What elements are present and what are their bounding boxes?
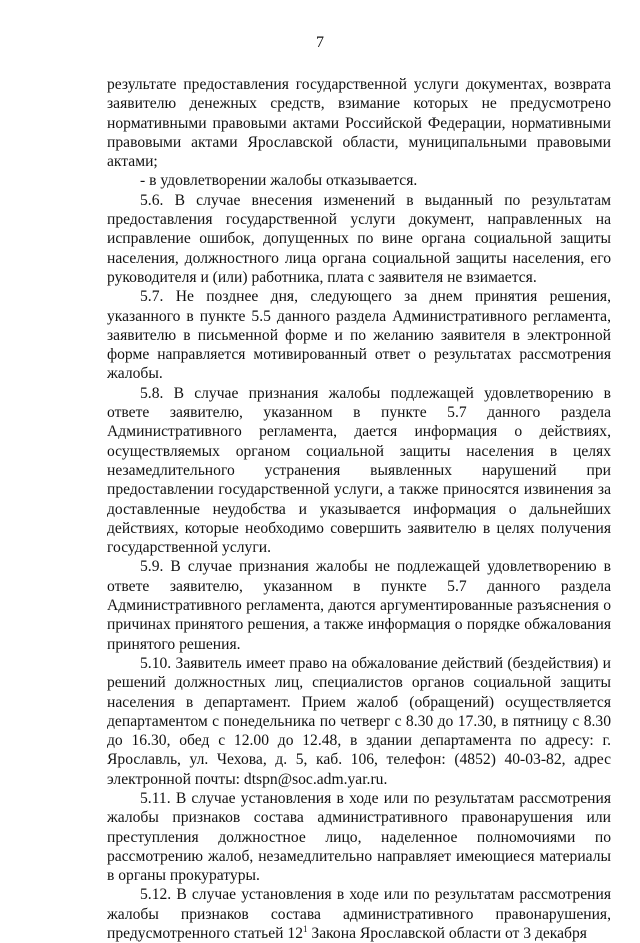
paragraph-5-12 (107, 885, 611, 943)
paragraph-5-9: 5.9. В случае признания жалобы не подлежащей удовлетворению в ответе заявителю, указанном в пункте 5.7 данного раздела Административного регламента, даются аргументированные разъяснения о причинах принятого решения, а также информация о порядке обжалования принятого решения. (107, 558, 611, 653)
paragraph-5-11: 5.11. В случае установления в ходе или по результатам рассмотрения жалобы признаков состава административного правонарушения или преступления должностное лицо, наделенное полномочиями по рассмотрению жалоб, незамедлительно направляет имеющиеся материалы в органы прокуратуры. (107, 789, 611, 885)
page-number: 7 (316, 34, 324, 51)
paragraph-5-12-text: 5.12. В случае установления в ходе или по результатам рассмотрения жалобы признаков состава административного правонарушения, предусмотренного статьей 12 (107, 886, 611, 943)
paragraph-continuation: результате предоставления государственной услуги документах, возврата заявителю денежных средств, взимание которых не предусмотрено нормативными правовыми актами Российской Федерации, нормативными правовыми актами Ярославской области, муниципальными правовыми актами; (107, 76, 611, 171)
paragraph-5-6: 5.6. В случае внесения изменений в выданный по результатам предоставления государственной услуги документ, направленных на исправление ошибок, допущенных по вине органа социальной защиты населения, должностного лица органа социальной защиты населения, его руководителя и (или) работника, плата с заявителя не взимается. (107, 191, 611, 286)
article-superscript: 1 (303, 923, 308, 934)
paragraph-5-7: 5.7. Не позднее дня, следующего за днем принятия решения, указанного в пункте 5.5 данного раздела Административного регламента, заявителю в письменной форме и по желанию заявителя в электронной форме направляется мотивированный ответ о результатах рассмотрения жалобы. (107, 288, 611, 383)
paragraph-5-10: 5.10. Заявитель имеет право на обжалование действий (бездействия) и решений должностных лиц, специалистов органов социальной защиты населения в департамент. Прием жалоб (обращений) осуществляется департаментом с понедельника по четверг с 8.30 до 17.30, в пятницу с 8.30 до 16.30, обед с 12.00 до 12.48, в здании департамента по адресу: г. Ярославль, ул. Чехова, д. 5, каб. 106, телефон: (4852) 40-03-82, адрес электронной почты: dtspn@soc.adm.yar.ru. (107, 654, 611, 788)
paragraph-5-8: 5.8. В случае признания жалобы подлежащей удовлетворению в ответе заявителю, указанном в пункте 5.7 данного раздела Административного регламента, дается информация о действиях, осуществляемых органом социальной защиты населения в целях незамедлительного устранения выявленных нарушений при предоставлении государственной услуги, а также приносятся извинения за доставленные неудобства и указывается информация о дальнейших действиях, которые необходимо совершить заявителю в целях получения государственной услуги. (107, 384, 611, 557)
paragraph-5-12-text-end: Закона Ярославской области от 3 декабря (307, 925, 587, 943)
document-body (107, 75, 611, 943)
paragraph-refusal: - в удовлетворении жалобы отказывается. (140, 172, 418, 190)
